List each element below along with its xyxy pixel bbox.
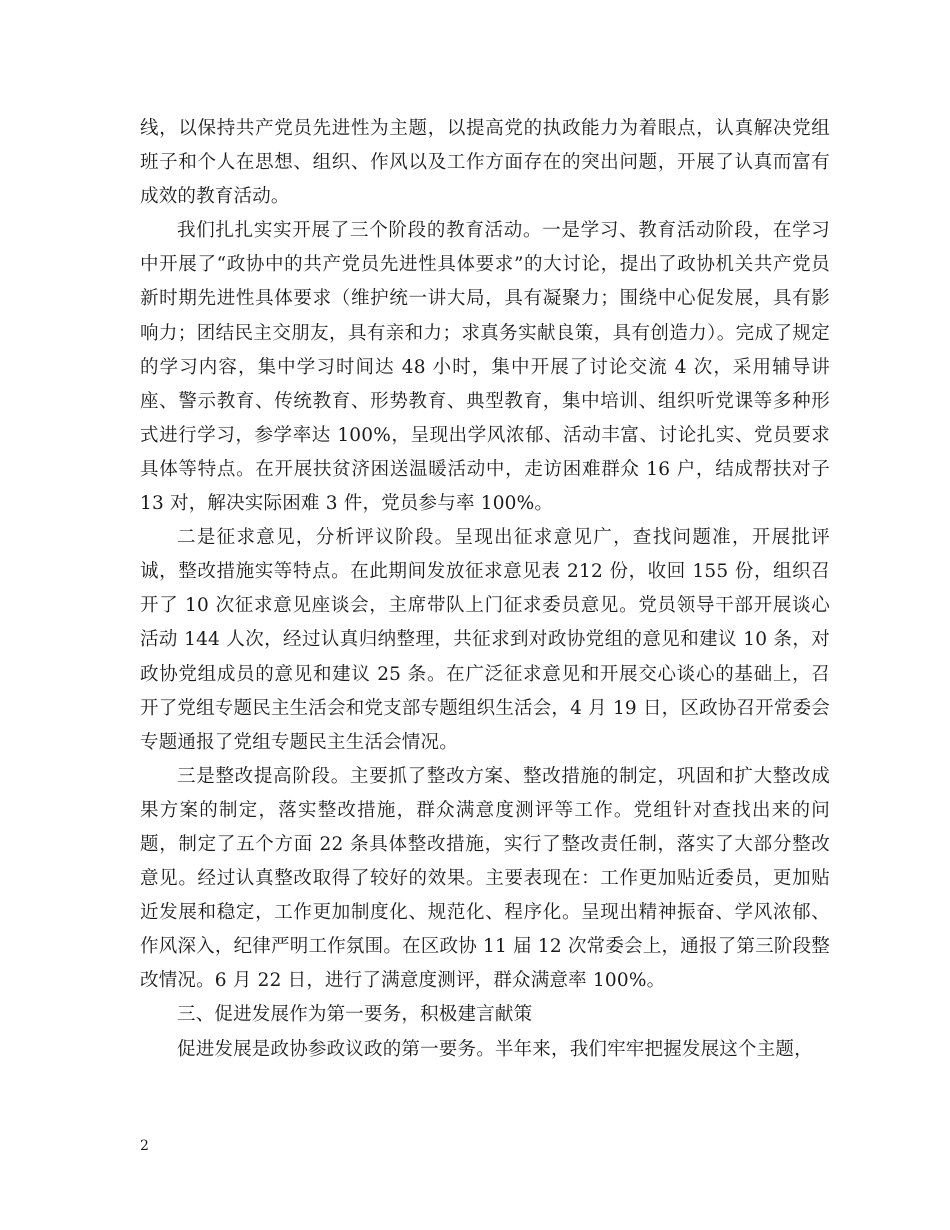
body-text: [140, 112, 830, 1067]
paragraph-2: 我们扎扎实实开展了三个阶段的教育活动。一是学习、教育活动阶段，在学习中开展了“政协中的共产党员先进性具体要求”的大讨论，提出了政协机关共产党员新时期先进性具体要求（维护统一讲大局，具有凝聚力；围绕中心促发展，具有影响力；团结民主交朋友，具有亲和力；求真务实献良策，具有创造力）。完成了规定的学习内容，集中学习时间达 48 小时，集中开展了讨论交流 4 次，采用辅导讲座、警示教育、传统教育、形势教育、典型教育，集中培训、组织听党课等多种形式进行学习，参学率达 100%，呈现出学风浓郁、活动丰富、讨论扎实、党员要求具体等特点。在开展扶贫济困送温暖活动中，走访困难群众 16 户，结成帮扶对子 13 对，解决实际困难 3 件，党员参与率 100%。: [140, 220, 830, 515]
section-heading: 三、促进发展作为第一要务，积极建言献策: [177, 1004, 533, 1026]
paragraph-3: 二是征求意见，分析评议阶段。呈现出征求意见广，查找问题准，开展批评诚，整改措施实等特点。在此期间发放征求意见表 212 份，收回 155 份，组织召开了 10 次征求意见座谈会，主席带队上门征求委员意见。党员领导干部开展谈心活动 144 人次，经过认真归纳整理，共征求到对政协党组的意见和建议 10 条，对政协党组成员的意见和建议 25 条。在广泛征求意见和开展交心谈心的基础上，召开了党组专题民主生活会和党支部专题组织生活会，4 月 19 日，区政协召开常委会专题通报了党组专题民主生活会情况。: [140, 527, 830, 753]
paragraph-4: 三是整改提高阶段。主要抓了整改方案、整改措施的制定，巩固和扩大整改成果方案的制定，落实整改措施，群众满意度测评等工作。党组针对查找出来的问题，制定了五个方面 22 条具体整改措施，实行了整改责任制，落实了大部分整改意见。经过认真整改取得了较好的效果。主要表现在：工作更加贴近委员，更加贴近发展和稳定，工作更加制度化、规范化、程序化。呈现出精神振奋、学风浓郁、作风深入，纪律严明工作氛围。在区政协 11 届 12 次常委会上，通报了第三阶段整改情况。6 月 22 日，进行了满意度测评，群众满意率 100%。: [140, 765, 830, 992]
paragraph-1: 线，以保持共产党员先进性为主题，以提高党的执政能力为着眼点，认真解决党组班子和个人在思想、组织、作风以及工作方面存在的突出问题，开展了认真而富有成效的教育活动。: [140, 118, 830, 208]
page-number: 2: [140, 1138, 149, 1154]
paragraph-5: 促进发展是政协参政议政的第一要务。半年来，我们牢牢把握发展这个主题，: [177, 1038, 813, 1060]
